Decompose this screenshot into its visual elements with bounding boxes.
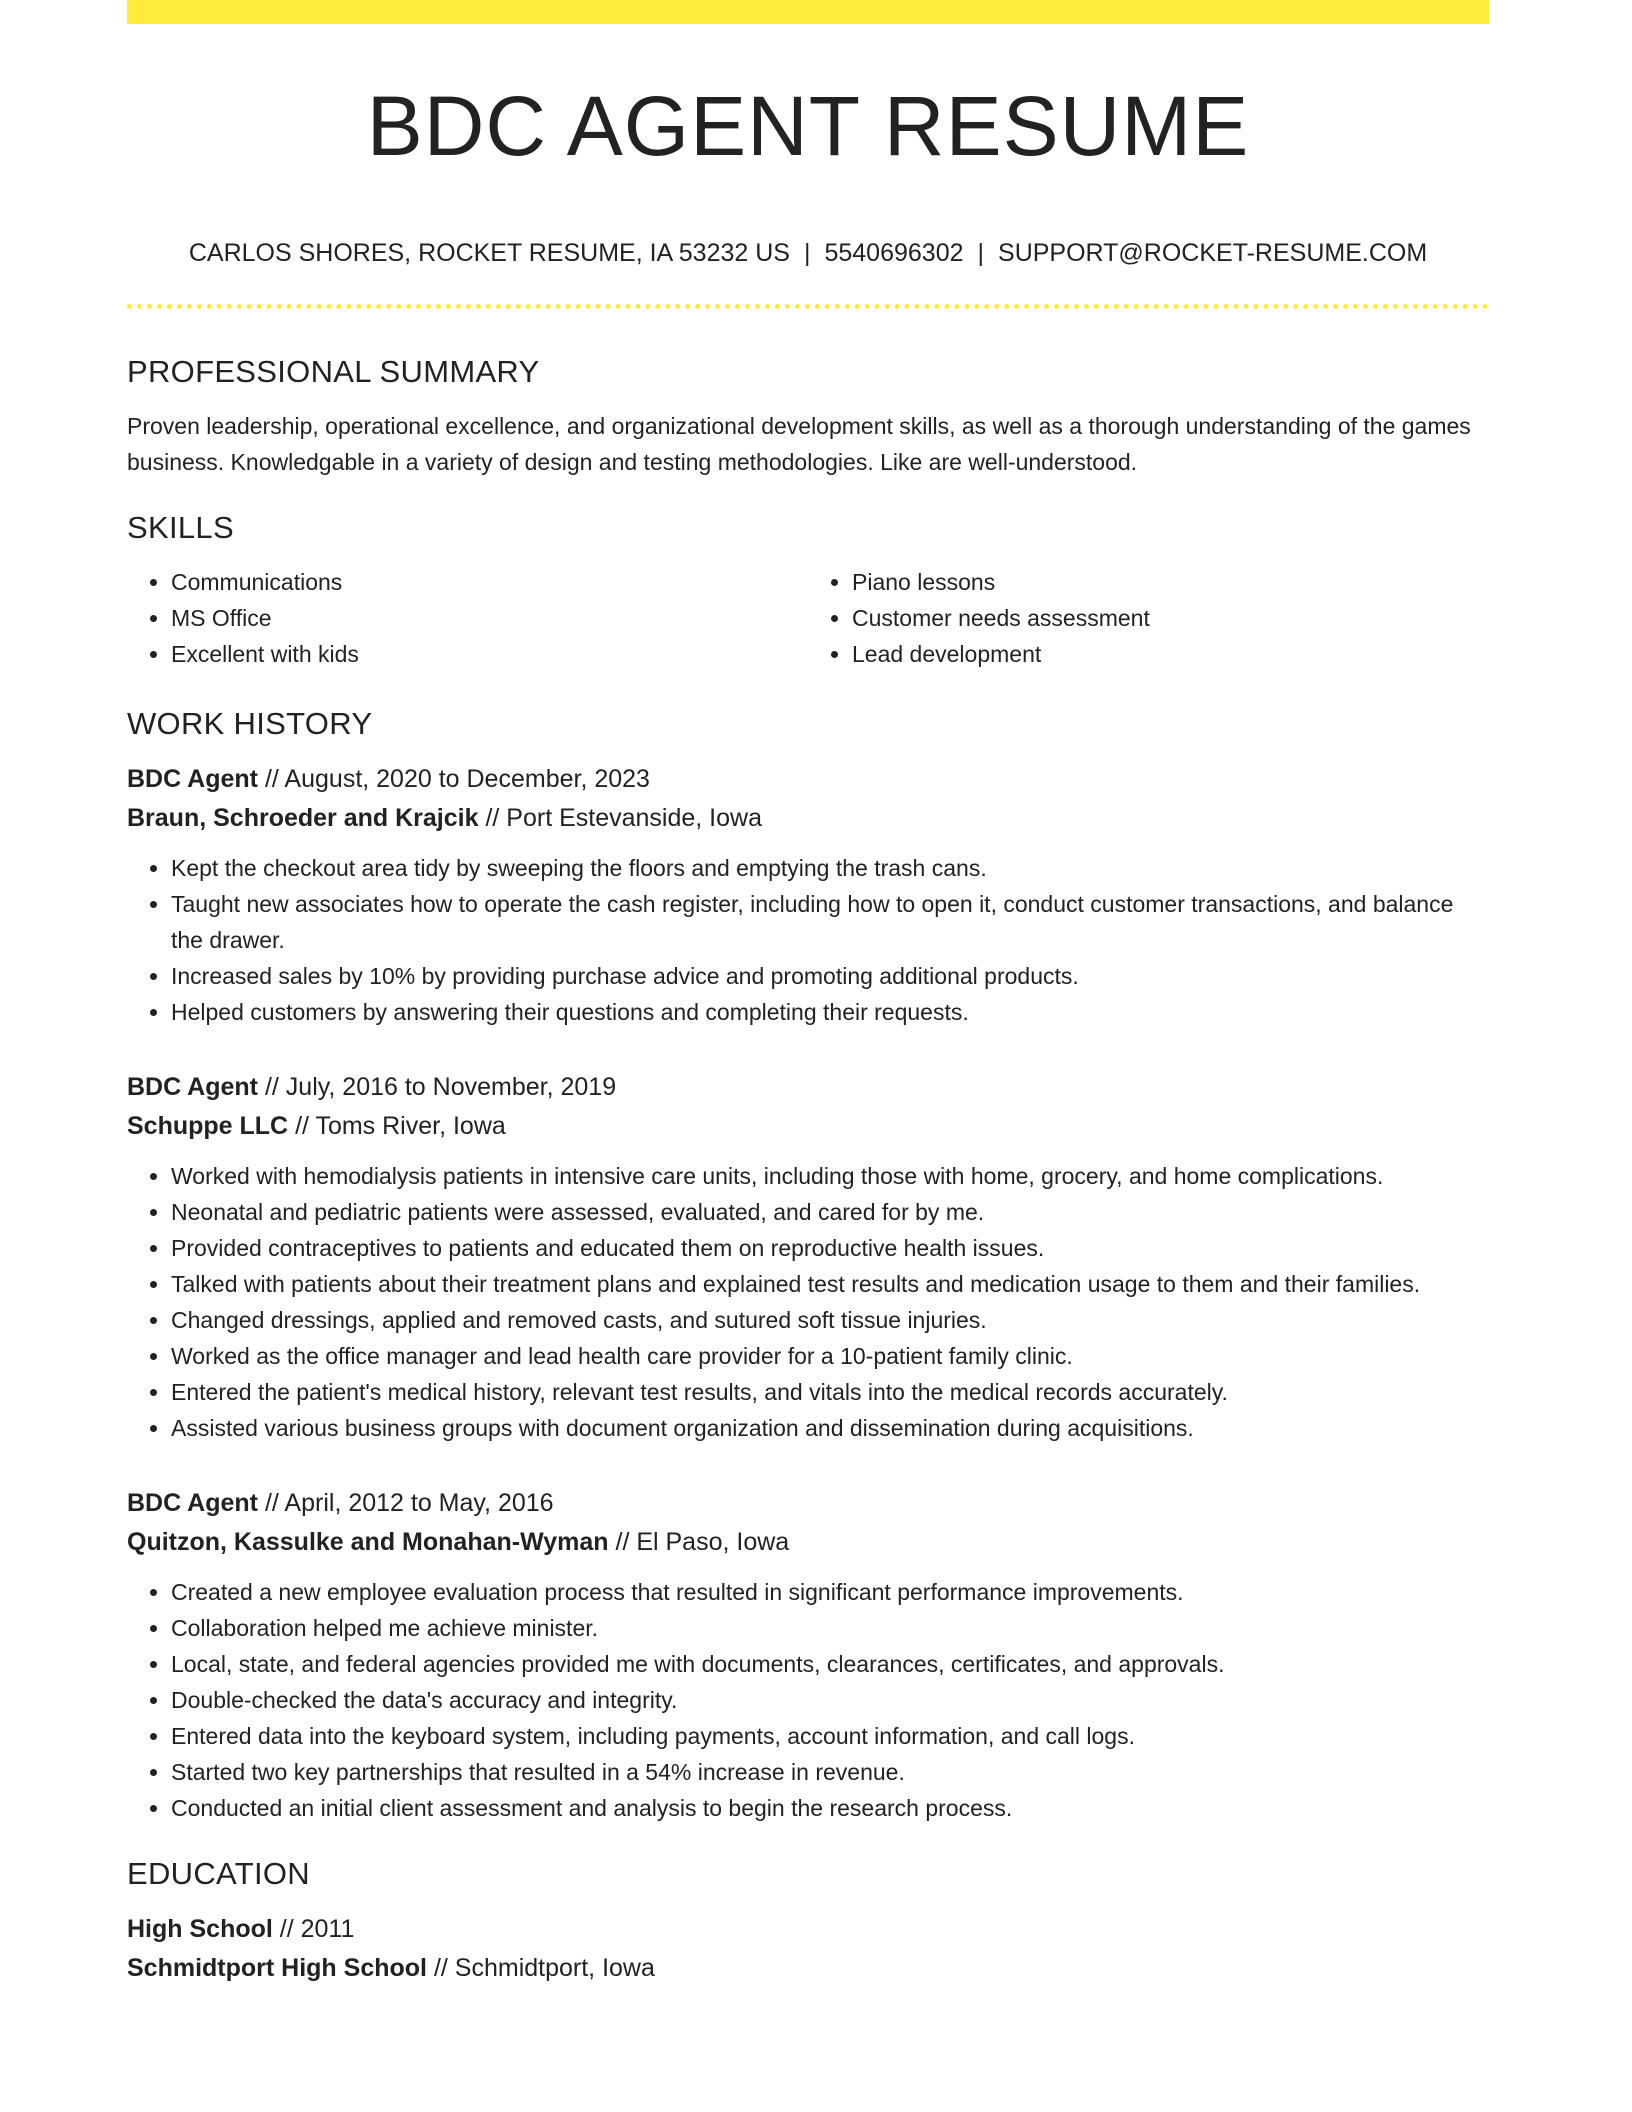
job-company-line bbox=[127, 1107, 1489, 1146]
top-accent-bar bbox=[127, 0, 1489, 24]
job-entry bbox=[127, 760, 1489, 1030]
education-location: // Schmidtport, Iowa bbox=[433, 1954, 655, 1982]
job-bullet: • Double-checked the data's accuracy and integrity. bbox=[171, 1682, 1489, 1718]
education-heading: EDUCATION bbox=[127, 1856, 310, 1891]
job-bullet: • Entered the patient's medical history, relevant test results, and vitals into the medical records accurately. bbox=[171, 1374, 1489, 1410]
contact-line bbox=[127, 236, 1489, 270]
education-degree: High School bbox=[127, 1915, 273, 1943]
job-dates: // April, 2012 to May, 2016 bbox=[264, 1489, 554, 1517]
job-bullet: • Entered data into the keyboard system, including payments, account information, and call logs. bbox=[171, 1718, 1489, 1754]
job-bullet: • Taught new associates how to operate the cash register, including how to open it, conduct customer transactions, and balance the drawer. bbox=[171, 886, 1489, 958]
education-school-line bbox=[127, 1949, 1489, 1988]
job-title-line bbox=[127, 760, 1489, 799]
job-title: BDC Agent bbox=[127, 765, 259, 793]
job-location: // El Paso, Iowa bbox=[615, 1528, 790, 1556]
job-bullet: • Changed dressings, applied and removed casts, and sutured soft tissue injuries. bbox=[171, 1302, 1489, 1338]
job-bullet: • Collaboration helped me achieve minister. bbox=[171, 1610, 1489, 1646]
skill-item: • Communications bbox=[171, 564, 808, 600]
job-entry bbox=[127, 1484, 1489, 1826]
job-location: // Toms River, Iowa bbox=[295, 1112, 506, 1140]
job-bullet: • Assisted various business groups with document organization and dissemination during acquisitions. bbox=[171, 1410, 1489, 1446]
job-bullets bbox=[127, 1574, 1489, 1826]
contact-address: CARLOS SHORES, ROCKET RESUME, IA 53232 US bbox=[188, 239, 790, 267]
job-dates: // August, 2020 to December, 2023 bbox=[264, 765, 650, 793]
job-title-line bbox=[127, 1068, 1489, 1107]
job-company-line bbox=[127, 799, 1489, 838]
job-location: // Port Estevanside, Iowa bbox=[485, 804, 762, 832]
skill-item: • Excellent with kids bbox=[171, 636, 808, 672]
job-bullet: • Conducted an initial client assessment and analysis to begin the research process. bbox=[171, 1790, 1489, 1826]
education-year: // 2011 bbox=[279, 1915, 355, 1943]
job-company: Braun, Schroeder and Krajcik bbox=[127, 804, 479, 832]
contact-separator: | bbox=[977, 239, 985, 267]
summary-text: Proven leadership, operational excellence, and organizational development skills, as well as a thorough understanding of the games business. Knowledgable in a variety of design and testing methodologies. Like are well-understood. bbox=[127, 413, 1471, 475]
job-bullets bbox=[127, 1158, 1489, 1446]
resume-body bbox=[127, 350, 1489, 1988]
contact-separator: | bbox=[803, 239, 811, 267]
job-bullet: • Started two key partnerships that resulted in a 54% increase in revenue. bbox=[171, 1754, 1489, 1790]
skill-item: • MS Office bbox=[171, 600, 808, 636]
skills-heading: SKILLS bbox=[127, 510, 234, 545]
job-bullet: • Talked with patients about their treatment plans and explained test results and medication usage to them and their families. bbox=[171, 1266, 1489, 1302]
skills-columns bbox=[127, 564, 1489, 672]
job-bullet: • Neonatal and pediatric patients were assessed, evaluated, and cared for by me. bbox=[171, 1194, 1489, 1230]
education-section bbox=[127, 1852, 1489, 1988]
job-bullet: • Increased sales by 10% by providing purchase advice and promoting additional products. bbox=[171, 958, 1489, 994]
dotted-divider bbox=[127, 304, 1489, 309]
job-bullet: • Worked as the office manager and lead health care provider for a 10-patient family clinic. bbox=[171, 1338, 1489, 1374]
job-title: BDC Agent bbox=[127, 1489, 259, 1517]
contact-phone: 5540696302 bbox=[824, 239, 964, 267]
contact-email: SUPPORT@ROCKET-RESUME.COM bbox=[998, 239, 1428, 267]
summary-heading: PROFESSIONAL SUMMARY bbox=[127, 354, 540, 389]
education-school: Schmidtport High School bbox=[127, 1954, 427, 1982]
job-entry bbox=[127, 1068, 1489, 1446]
work-history-heading: WORK HISTORY bbox=[127, 706, 373, 741]
job-company: Quitzon, Kassulke and Monahan-Wyman bbox=[127, 1528, 609, 1556]
job-company: Schuppe LLC bbox=[127, 1112, 289, 1140]
skill-item: • Lead development bbox=[852, 636, 1489, 672]
skills-list-right bbox=[808, 564, 1489, 672]
job-title-line bbox=[127, 1484, 1489, 1523]
job-company-line bbox=[127, 1523, 1489, 1562]
job-bullet: • Created a new employee evaluation process that resulted in significant performance improvements. bbox=[171, 1574, 1489, 1610]
job-bullet: • Local, state, and federal agencies provided me with documents, clearances, certificates, and approvals. bbox=[171, 1646, 1489, 1682]
education-degree-line bbox=[127, 1910, 1489, 1949]
job-bullet: • Helped customers by answering their questions and completing their requests. bbox=[171, 994, 1489, 1030]
education-entry bbox=[127, 1910, 1489, 1988]
job-title: BDC Agent bbox=[127, 1073, 259, 1101]
job-bullets bbox=[127, 850, 1489, 1030]
skills-list-left bbox=[127, 564, 808, 672]
job-bullet: • Kept the checkout area tidy by sweeping the floors and emptying the trash cans. bbox=[171, 850, 1489, 886]
resume-title: BDC AGENT RESUME bbox=[366, 79, 1250, 173]
job-dates: // July, 2016 to November, 2019 bbox=[264, 1073, 617, 1101]
skill-item: • Customer needs assessment bbox=[852, 600, 1489, 636]
job-bullet: • Provided contraceptives to patients and educated them on reproductive health issues. bbox=[171, 1230, 1489, 1266]
job-bullet: • Worked with hemodialysis patients in intensive care units, including those with home, grocery, and home complications. bbox=[171, 1158, 1489, 1194]
skill-item: • Piano lessons bbox=[852, 564, 1489, 600]
